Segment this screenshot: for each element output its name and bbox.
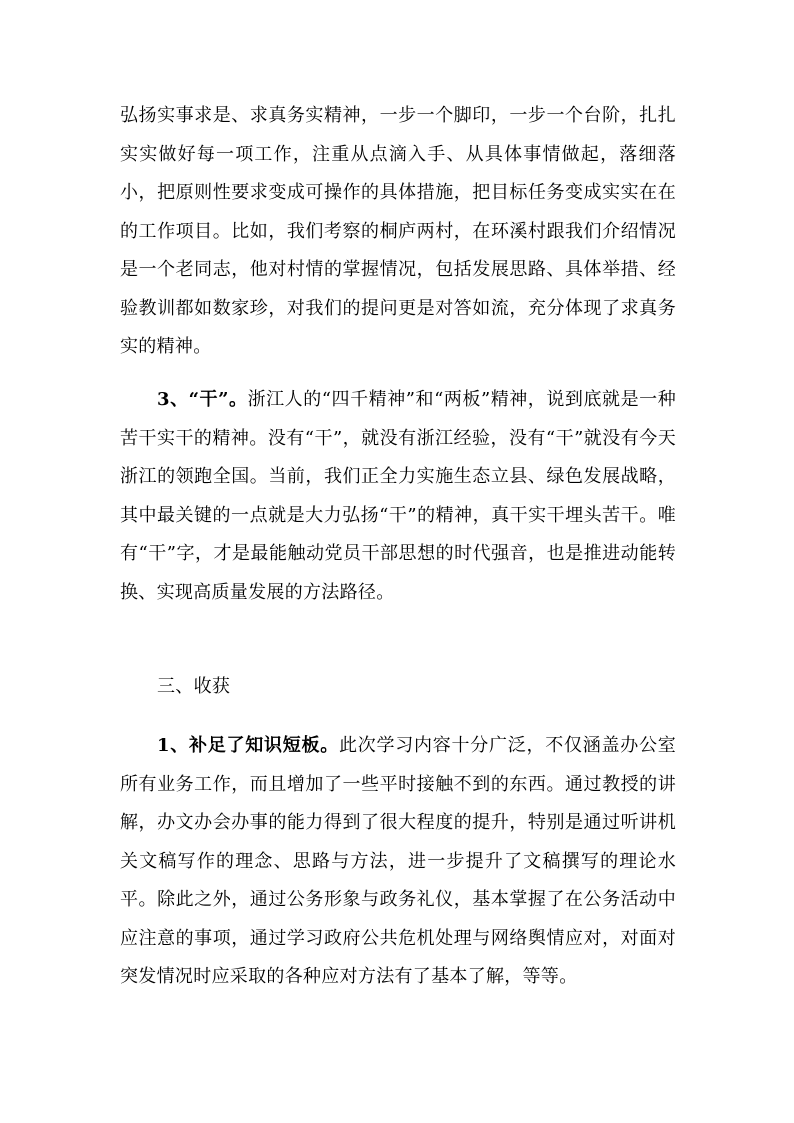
paragraph-lead: 1、补足了知识短板。 — [157, 735, 339, 756]
paragraph-knowledge — [120, 727, 676, 997]
section-heading-text: 三、收获 — [157, 676, 231, 697]
paragraph-seek-truth — [120, 97, 676, 367]
section-heading-harvest — [120, 668, 676, 707]
paragraph-lead: 3、“干”。 — [157, 389, 248, 410]
paragraph-text: 弘扬实事求是、求真务实精神，一步一个脚印，一步一个台阶，扎扎实实做好每一项工作，注重从点滴入手、从具体事情做起，落细落小，把原则性要求变成可操作的具体措施，把目标任务变成实实在在的工作项目。比如，我们考察的桐庐两村，在环溪村跟我们介绍情况是一个老同志，他对村情的掌握情况，包括发展思路、具体举措、经验教训都如数家珍，对我们的提问更是对答如流，充分体现了求真务实的精神。 — [120, 105, 676, 357]
paragraph-text: 此次学习内容十分广泛，不仅涵盖办公室所有业务工作，而且增加了一些平时接触不到的东西。通过教授的讲解，办文办会办事的能力得到了很大程度的提升，特别是通过听讲机关文稿写作的理念、思路与方法，进一步提升了文稿撰写的理论水平。除此之外，通过公务形象与政务礼仪，基本掌握了在公务活动中应注意的事项，通过学习政府公共危机处理与网络舆情应对，对面对突发情况时应采取的各种应对方法有了基本了解，等等。 — [120, 735, 676, 987]
paragraph-gan — [120, 381, 676, 612]
paragraph-text: 浙江人的“四千精神”和“两板”精神，说到底就是一种苦干实干的精神。没有“干”，就没有浙江经验，没有“干”就没有今天浙江的领跑全国。当前，我们正全力实施生态立县、绿色发展战略，其中最关键的一点就是大力弘扬“干”的精神，真干实干埋头苦干。唯有“干”字，才是最能触动党员干部思想的时代强音，也是推进动能转换、实现高质量发展的方法路径。 — [120, 389, 676, 603]
